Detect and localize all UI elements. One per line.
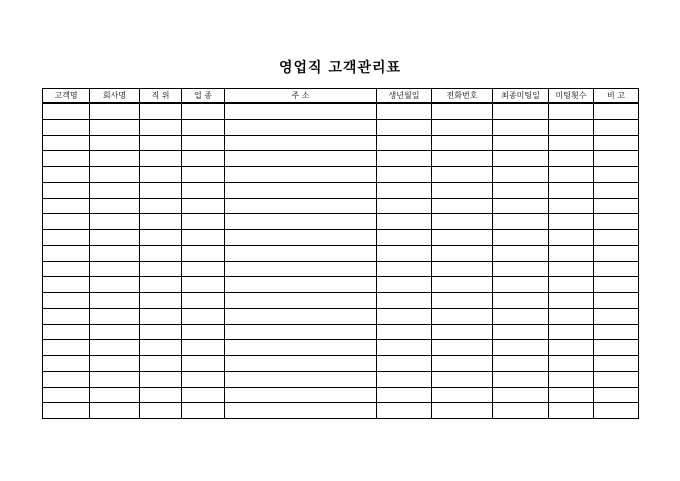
table-cell[interactable] xyxy=(594,356,639,372)
column-header-last-meeting: 최종미팅일 xyxy=(493,89,549,104)
table-cell[interactable] xyxy=(140,261,182,277)
table-cell[interactable] xyxy=(90,277,140,293)
table-cell[interactable] xyxy=(182,403,225,419)
table-cell[interactable] xyxy=(549,214,594,230)
table-cell[interactable] xyxy=(549,230,594,246)
table-cell[interactable] xyxy=(377,356,432,372)
table-cell[interactable] xyxy=(90,308,140,324)
table-cell[interactable] xyxy=(594,182,639,198)
table-cell[interactable] xyxy=(432,371,493,387)
table-cell[interactable] xyxy=(493,387,549,403)
table-cell[interactable] xyxy=(549,261,594,277)
table-cell[interactable] xyxy=(140,119,182,135)
table-cell[interactable] xyxy=(225,308,377,324)
table-cell[interactable] xyxy=(225,293,377,309)
table-cell[interactable] xyxy=(140,340,182,356)
table-cell[interactable] xyxy=(43,308,90,324)
table-cell[interactable] xyxy=(182,103,225,119)
table-row xyxy=(43,182,639,198)
table-cell[interactable] xyxy=(182,308,225,324)
table-cell[interactable] xyxy=(432,308,493,324)
table-cell[interactable] xyxy=(225,340,377,356)
table-cell[interactable] xyxy=(90,293,140,309)
table-cell[interactable] xyxy=(225,371,377,387)
table-cell[interactable] xyxy=(549,324,594,340)
table-cell[interactable] xyxy=(432,151,493,167)
table-cell[interactable] xyxy=(493,103,549,119)
table-cell[interactable] xyxy=(225,167,377,183)
table-cell[interactable] xyxy=(43,371,90,387)
table-cell[interactable] xyxy=(493,340,549,356)
table-cell[interactable] xyxy=(549,119,594,135)
table-cell[interactable] xyxy=(377,340,432,356)
table-cell[interactable] xyxy=(493,119,549,135)
table-cell[interactable] xyxy=(377,167,432,183)
table-row xyxy=(43,371,639,387)
table-cell[interactable] xyxy=(140,324,182,340)
table-cell[interactable] xyxy=(594,261,639,277)
table-cell[interactable] xyxy=(43,340,90,356)
table-cell[interactable] xyxy=(140,167,182,183)
table-cell[interactable] xyxy=(432,230,493,246)
table-cell[interactable] xyxy=(432,198,493,214)
table-cell[interactable] xyxy=(140,151,182,167)
table-cell[interactable] xyxy=(225,135,377,151)
table-cell[interactable] xyxy=(43,182,90,198)
table-cell[interactable] xyxy=(225,119,377,135)
table-cell[interactable] xyxy=(140,371,182,387)
table-cell[interactable] xyxy=(90,403,140,419)
table-cell[interactable] xyxy=(432,214,493,230)
table-cell[interactable] xyxy=(225,356,377,372)
table-cell[interactable] xyxy=(140,103,182,119)
table-row xyxy=(43,198,639,214)
table-row xyxy=(43,261,639,277)
table-cell[interactable] xyxy=(225,103,377,119)
table-cell[interactable] xyxy=(493,403,549,419)
column-header-notes: 비 고 xyxy=(594,89,639,104)
table-cell[interactable] xyxy=(432,182,493,198)
table-cell[interactable] xyxy=(377,277,432,293)
table-cell[interactable] xyxy=(549,182,594,198)
column-header-address: 주 소 xyxy=(225,89,377,104)
table-cell[interactable] xyxy=(90,261,140,277)
table-cell[interactable] xyxy=(43,119,90,135)
column-header-customer-name: 고객명 xyxy=(43,89,90,104)
table-row xyxy=(43,340,639,356)
table-cell[interactable] xyxy=(549,135,594,151)
table-cell[interactable] xyxy=(140,277,182,293)
table-cell[interactable] xyxy=(549,403,594,419)
table-cell[interactable] xyxy=(43,103,90,119)
table-cell[interactable] xyxy=(432,167,493,183)
table-cell[interactable] xyxy=(549,340,594,356)
table-cell[interactable] xyxy=(432,324,493,340)
table-cell[interactable] xyxy=(377,308,432,324)
table-cell[interactable] xyxy=(225,182,377,198)
table-cell[interactable] xyxy=(549,277,594,293)
table-cell[interactable] xyxy=(43,356,90,372)
table-cell[interactable] xyxy=(90,182,140,198)
table-row xyxy=(43,119,639,135)
table-cell[interactable] xyxy=(377,103,432,119)
table-cell[interactable] xyxy=(225,387,377,403)
table-cell[interactable] xyxy=(377,135,432,151)
table-row xyxy=(43,277,639,293)
table-row xyxy=(43,167,639,183)
document-title: 영업직 고객관리표 xyxy=(278,60,402,76)
column-header-phone: 전화번호 xyxy=(432,89,493,104)
table-cell[interactable] xyxy=(549,308,594,324)
table-cell[interactable] xyxy=(493,245,549,261)
table-cell[interactable] xyxy=(594,151,639,167)
table-cell[interactable] xyxy=(182,371,225,387)
table-cell[interactable] xyxy=(182,261,225,277)
table-cell[interactable] xyxy=(182,293,225,309)
table-cell[interactable] xyxy=(43,151,90,167)
table-cell[interactable] xyxy=(225,151,377,167)
table-cell[interactable] xyxy=(43,198,90,214)
table-cell[interactable] xyxy=(182,230,225,246)
table-cell[interactable] xyxy=(549,103,594,119)
table-cell[interactable] xyxy=(493,135,549,151)
customer-table xyxy=(42,88,639,419)
table-cell[interactable] xyxy=(225,403,377,419)
table-cell[interactable] xyxy=(90,135,140,151)
table-cell[interactable] xyxy=(43,261,90,277)
table-body xyxy=(43,103,639,419)
table-cell[interactable] xyxy=(594,135,639,151)
table-cell[interactable] xyxy=(140,293,182,309)
table-cell[interactable] xyxy=(90,151,140,167)
table-cell[interactable] xyxy=(377,182,432,198)
table-cell[interactable] xyxy=(493,261,549,277)
table-cell[interactable] xyxy=(90,119,140,135)
table-cell[interactable] xyxy=(377,261,432,277)
table-cell[interactable] xyxy=(140,356,182,372)
table-row xyxy=(43,151,639,167)
table-cell[interactable] xyxy=(140,135,182,151)
table-cell[interactable] xyxy=(493,198,549,214)
table-cell[interactable] xyxy=(182,245,225,261)
table-cell[interactable] xyxy=(594,293,639,309)
table-cell[interactable] xyxy=(90,230,140,246)
table-cell[interactable] xyxy=(493,214,549,230)
table-cell[interactable] xyxy=(432,340,493,356)
table-row xyxy=(43,324,639,340)
table-cell[interactable] xyxy=(182,277,225,293)
table-cell[interactable] xyxy=(182,356,225,372)
table-cell[interactable] xyxy=(377,387,432,403)
table-cell[interactable] xyxy=(377,403,432,419)
table-cell[interactable] xyxy=(43,387,90,403)
table-cell[interactable] xyxy=(90,340,140,356)
table-cell[interactable] xyxy=(594,387,639,403)
table-cell[interactable] xyxy=(225,245,377,261)
table-row xyxy=(43,135,639,151)
table-row xyxy=(43,356,639,372)
table-cell[interactable] xyxy=(549,245,594,261)
table-cell[interactable] xyxy=(225,261,377,277)
table-cell[interactable] xyxy=(90,245,140,261)
table-cell[interactable] xyxy=(43,324,90,340)
table-cell[interactable] xyxy=(493,293,549,309)
table-cell[interactable] xyxy=(549,371,594,387)
table-cell[interactable] xyxy=(493,308,549,324)
table-cell[interactable] xyxy=(594,340,639,356)
table-cell[interactable] xyxy=(549,151,594,167)
table-cell[interactable] xyxy=(140,214,182,230)
table-cell[interactable] xyxy=(225,277,377,293)
table-cell[interactable] xyxy=(377,198,432,214)
table-cell[interactable] xyxy=(90,103,140,119)
column-header-birthdate: 생년월일 xyxy=(377,89,432,104)
table-cell[interactable] xyxy=(549,293,594,309)
table-cell[interactable] xyxy=(225,324,377,340)
table-cell[interactable] xyxy=(594,371,639,387)
table-cell[interactable] xyxy=(182,324,225,340)
table-cell[interactable] xyxy=(594,277,639,293)
table-cell[interactable] xyxy=(182,151,225,167)
column-header-meeting-count: 미팅횟수 xyxy=(549,89,594,104)
table-cell[interactable] xyxy=(90,371,140,387)
table-cell[interactable] xyxy=(432,403,493,419)
table-cell[interactable] xyxy=(493,324,549,340)
table-cell[interactable] xyxy=(549,387,594,403)
table-cell[interactable] xyxy=(140,230,182,246)
table-cell[interactable] xyxy=(432,103,493,119)
table-cell[interactable] xyxy=(432,261,493,277)
table-cell[interactable] xyxy=(140,198,182,214)
table-cell[interactable] xyxy=(377,230,432,246)
table-cell[interactable] xyxy=(140,387,182,403)
table-cell[interactable] xyxy=(43,245,90,261)
table-row xyxy=(43,245,639,261)
table-cell[interactable] xyxy=(594,167,639,183)
table-cell[interactable] xyxy=(140,182,182,198)
table-row xyxy=(43,214,639,230)
table-cell[interactable] xyxy=(594,198,639,214)
table-cell[interactable] xyxy=(377,371,432,387)
table-cell[interactable] xyxy=(432,293,493,309)
table-cell[interactable] xyxy=(90,387,140,403)
table-cell[interactable] xyxy=(377,324,432,340)
table-cell[interactable] xyxy=(377,245,432,261)
column-header-position: 직 위 xyxy=(140,89,182,104)
table-cell[interactable] xyxy=(493,356,549,372)
table-cell[interactable] xyxy=(43,293,90,309)
table-cell[interactable] xyxy=(182,340,225,356)
table-cell[interactable] xyxy=(432,245,493,261)
table-cell[interactable] xyxy=(493,151,549,167)
table-cell[interactable] xyxy=(182,387,225,403)
table-row xyxy=(43,230,639,246)
table-row xyxy=(43,293,639,309)
table-cell[interactable] xyxy=(594,214,639,230)
table-cell[interactable] xyxy=(43,403,90,419)
table-cell[interactable] xyxy=(182,119,225,135)
table-cell[interactable] xyxy=(549,167,594,183)
table-cell[interactable] xyxy=(43,167,90,183)
table-cell[interactable] xyxy=(140,308,182,324)
table-cell[interactable] xyxy=(594,403,639,419)
table-cell[interactable] xyxy=(43,277,90,293)
table-cell[interactable] xyxy=(90,214,140,230)
table-cell[interactable] xyxy=(377,151,432,167)
table-cell[interactable] xyxy=(43,230,90,246)
table-row xyxy=(43,103,639,119)
table-cell[interactable] xyxy=(594,308,639,324)
table-cell[interactable] xyxy=(182,167,225,183)
table-cell[interactable] xyxy=(182,214,225,230)
table-cell[interactable] xyxy=(549,198,594,214)
table-cell[interactable] xyxy=(594,230,639,246)
table-cell[interactable] xyxy=(182,135,225,151)
table-cell[interactable] xyxy=(43,214,90,230)
table-row xyxy=(43,308,639,324)
table-cell[interactable] xyxy=(493,230,549,246)
table-cell[interactable] xyxy=(377,293,432,309)
table-cell[interactable] xyxy=(377,214,432,230)
column-header-company-name: 회사명 xyxy=(90,89,140,104)
table-cell[interactable] xyxy=(493,182,549,198)
table-cell[interactable] xyxy=(594,103,639,119)
table-cell[interactable] xyxy=(432,387,493,403)
table-cell[interactable] xyxy=(493,371,549,387)
table-cell[interactable] xyxy=(549,356,594,372)
table-cell[interactable] xyxy=(377,119,432,135)
table-cell[interactable] xyxy=(594,245,639,261)
table-cell[interactable] xyxy=(493,277,549,293)
table-cell[interactable] xyxy=(432,356,493,372)
table-cell[interactable] xyxy=(493,167,549,183)
table-cell[interactable] xyxy=(225,198,377,214)
table-cell[interactable] xyxy=(90,167,140,183)
table-cell[interactable] xyxy=(225,214,377,230)
table-cell[interactable] xyxy=(225,230,377,246)
table-row xyxy=(43,403,639,419)
table-cell[interactable] xyxy=(90,198,140,214)
table-cell[interactable] xyxy=(140,403,182,419)
header-row xyxy=(43,89,639,104)
column-header-industry: 업 종 xyxy=(182,89,225,104)
table-cell[interactable] xyxy=(594,324,639,340)
table-row xyxy=(43,387,639,403)
table-cell[interactable] xyxy=(432,135,493,151)
table-cell[interactable] xyxy=(43,135,90,151)
table-cell[interactable] xyxy=(182,182,225,198)
table-cell[interactable] xyxy=(90,356,140,372)
table-cell[interactable] xyxy=(594,119,639,135)
table-cell[interactable] xyxy=(90,324,140,340)
table-cell[interactable] xyxy=(432,119,493,135)
table-cell[interactable] xyxy=(182,198,225,214)
table-cell[interactable] xyxy=(432,277,493,293)
table-cell[interactable] xyxy=(140,245,182,261)
